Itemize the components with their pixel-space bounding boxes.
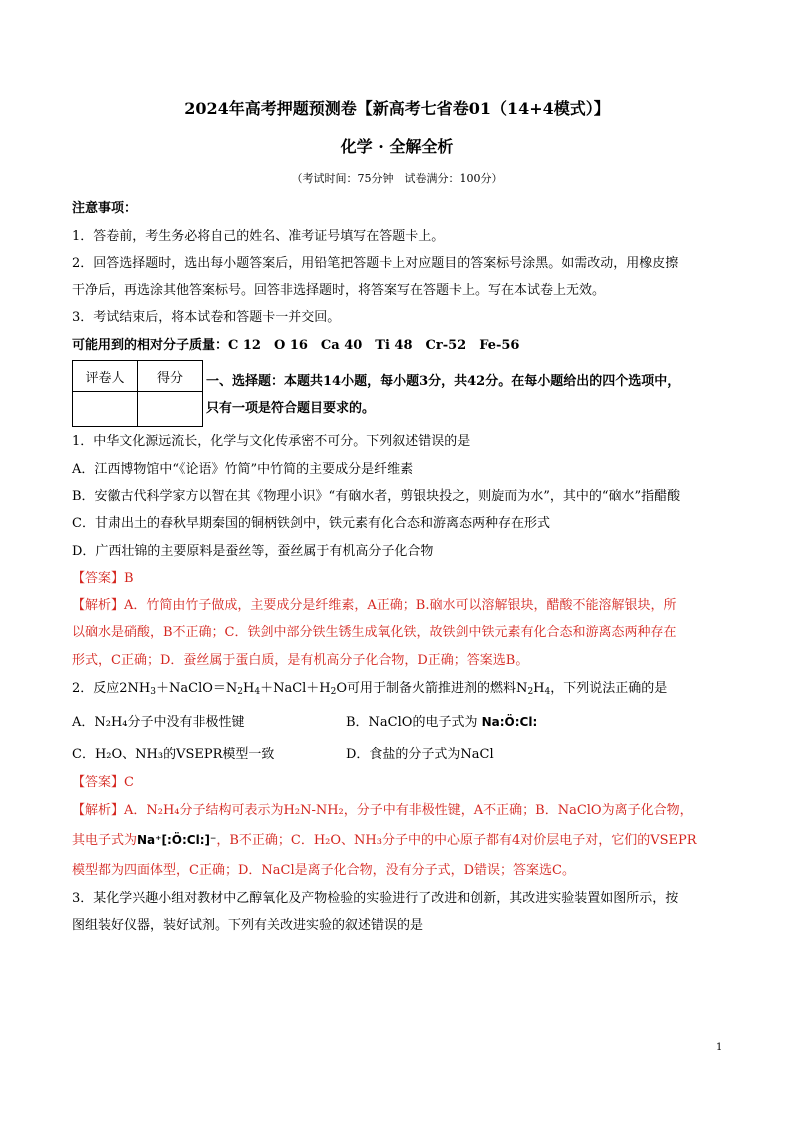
q2-answer: 【答案】C <box>72 775 134 790</box>
note-item: 3．考试结束后，将本试卷和答题卡一并交回。 <box>72 310 341 325</box>
q2-analysis-line: 其电子式为Na⁺[:Ö:Cl:]⁻，B不正确；C．H₂O、NH₃分子中的中心原子都有4对价层电子对，它们的VSEPR <box>72 833 697 848</box>
q2-analysis-line: 【解析】A．N₂H₄分子结构可表示为H₂N-NH₂，分子中有非极性键，A不正确；B．NaClO为离子化合物， <box>72 803 693 818</box>
q1-analysis-line: 以硇水是硝酸，B不正确；C．铁剑中部分铁生锈生成氧化铁，故铁剑中铁元素有化合态和游离态两种存在 <box>72 625 677 640</box>
atomic-mass-line: 可能用到的相对分子质量：C 12 O 16 Ca 40 Ti 48 Cr-52 Fe-56 <box>72 338 520 353</box>
q1-stem: 1．中华文化源远流长，化学与文化传承密不可分。下列叙述错误的是 <box>72 434 471 449</box>
page-title: 2024年高考押题预测卷【新高考七省卷01（14+4模式）】 <box>184 99 610 118</box>
score-table-reviewer-cell <box>73 392 138 427</box>
section-heading-line2: 只有一项是符合题目要求的。 <box>206 401 376 416</box>
q1-option-a: A．江西博物馆中“《论语》竹简”中竹简的主要成分是纤维素 <box>72 462 414 477</box>
q2-option-c: C．H₂O、NH₃的VSEPR模型一致 <box>72 747 275 762</box>
q1-analysis-line: 【解析】A．竹简由竹子做成，主要成分是纤维素，A正确；B.硇水可以溶解银块，醋酸不能溶解银块，所 <box>72 598 677 613</box>
q2-option-a: A．N₂H₄分子中没有非极性键 <box>72 715 245 730</box>
q1-answer: 【答案】B <box>72 571 134 586</box>
page-number: 1 <box>716 1042 723 1053</box>
notes-heading: 注意事项： <box>72 201 138 216</box>
score-table <box>72 360 203 427</box>
q3-stem-line: 图组装好仪器，装好试剂。下列有关改进实验的叙述错误的是 <box>72 918 424 933</box>
q2-stem: 2．反应$2NH_3+NaClO=N_2H_4+NaCl+H_2O$可用于制备火箭推进剂的燃料$N_2H_4$，下列说法正确的是 <box>72 681 668 697</box>
nacio-electron-formula: Na:Ö:Cl: <box>481 715 538 729</box>
q1-option-b: B．安徽古代科学家方以智在其《物理小识》“有硇水者，剪银块投之，则旋而为水”，其中的“硇水”指醋酸 <box>72 489 681 504</box>
score-table-reviewer-header: 评卷人 <box>73 361 138 392</box>
section-heading-line1: 一、选择题：本题共14小题，每小题3分，共42分。在每小题给出的四个选项中， <box>206 374 681 389</box>
q1-option-d: D．广西壮锦的主要原料是蚕丝等，蚕丝属于有机高分子化合物 <box>72 544 434 559</box>
note-item: 1．答卷前，考生务必将自己的姓名、准考证号填写在答题卡上。 <box>72 229 445 244</box>
note-item: 干净后，再选涂其他答案标号。回答非选择题时，将答案写在答题卡上。写在本试卷上无效。 <box>72 283 606 298</box>
score-table-score-cell <box>138 392 203 427</box>
q2-option-b: B．NaClO的电子式为 Na:Ö:Cl: <box>346 715 538 730</box>
page-subtitle: 化学 · 全解全析 <box>340 137 454 156</box>
nacio-ionic-formula: Na⁺[:Ö:Cl:]⁻ <box>137 833 217 847</box>
q2-analysis-line: 模型都为四面体型，C正确；D．NaCl是离子化合物，没有分子式，D错误；答案选C。 <box>72 863 575 878</box>
q1-option-c: C．甘肃出土的春秋早期秦国的铜柄铁剑中，铁元素有化合态和游离态两种存在形式 <box>72 516 550 531</box>
score-table-score-header: 得分 <box>138 361 203 392</box>
q2-option-d: D．食盐的分子式为NaCl <box>346 747 494 762</box>
note-item: 2．回答选择题时，选出每小题答案后，用铅笔把答题卡上对应题目的答案标号涂黑。如需改动，用橡皮擦 <box>72 256 679 271</box>
q1-analysis-line: 形式，C正确；D．蚕丝属于蛋白质，是有机高分子化合物，D正确；答案选B。 <box>72 653 529 668</box>
q3-stem-line: 3．某化学兴趣小组对教材中乙醇氧化及产物检验的实验进行了改进和创新，其改进实验装置如图所示，按 <box>72 891 679 906</box>
exam-info: （考试时间：75分钟 试卷满分：100分） <box>291 172 503 185</box>
